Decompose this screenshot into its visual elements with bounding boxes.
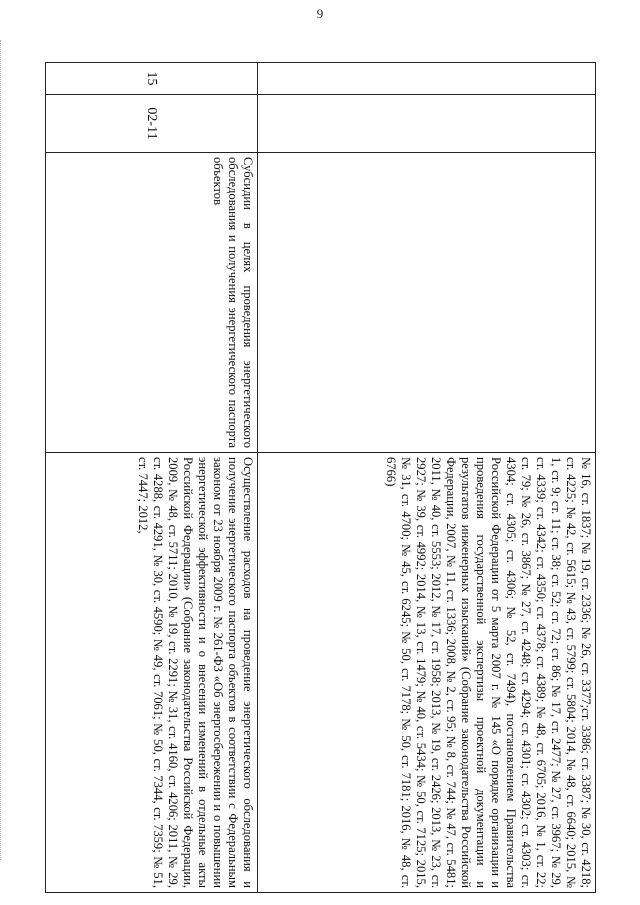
table-row-continuation xyxy=(258,63,596,893)
cell-code xyxy=(258,95,596,153)
scan-edge xyxy=(0,40,7,860)
basis-text: № 16, ст. 1837; № 19, ст. 2336; № 26, ст. 3377;ст. 3386; ст. 3387; № 30, ст. 4218; ст. 4225; № 42, ст. 5615; № 43, ст. 5799; ст. 5804; 2014, № 48, ст. 6640; 2015, № 1, ст. 9; ст. 11; ст. 38; ст. 52; ст. 72; ст. 86; № 17, ст. 2477; № 27, ст. 3967; № 29, ст. 4339; ст. 4342; ст. 4350; ст. 4378; ст. 4389; № 48, ст. 6705; 2016, № 1, ст. 22; ст. 79; № 26, ст. 3867; № 27, ст. 4248; ст. 4294; ст. 4301; ст. 4302; ст. 4303; ст. 4304; ст. 4305; ст. 4306; № 52, ст. 7494), постановлением Правительства Российской Федерации от 5 марта 2007 г. № 145 «О порядке организации и проведения государственной экспертизы проектной документации и результатов инженерных изысканий» (Собрание законодательства Российской Федерации, 2007, № 11, ст. 1336; 2008, № 2, ст. 95; № 8, ст. 744; № 47, ст. 5481; 2011, № 40, ст. 5553; 2012, № 17, ст. 1958; 2013, № 19, ст. 2426; 2013, № 23, ст. 2927; № 39, ст. 4992; 2014, № 13, ст. 1479; № 40, ст. 5434; № 50, ст. 7125; 2015, № 31, ст. 4700; № 45, ст. 6245; № 50, ст. 7178; № 50, ст. 7181; 2016, № 48, ст. 6766) xyxy=(384,457,593,888)
cell-code: 02-11 xyxy=(46,95,258,153)
cell-name xyxy=(46,153,258,453)
subsidy-name-text: Субсидии в целях проведения энергетического обследования и получения энергетического паспорта объектов xyxy=(211,157,255,448)
basis-text: Осуществление расходов на проведение энергетического обследования и получение энергетического паспорта объектов в соответствии с Федеральным законом от 23 ноября 2009 г. № 261-ФЗ «Об энергосбережении и о повышении энергетической эффективности и о внесении изменений в отдельные акты Российской Федерации» (Собрание законодательства Российской Федерации, 2009, № 48, ст. 5711; 2010, № 19, ст. 2291; № 31, ст. 4160, ст. 4206; 2011, № 29, ст. 4288, ст. 4291, № 30, ст. 4590; № 49, ст. 7061; № 50, ст. 7344, ст. 7359; № 51, ст. 7447; 2012, xyxy=(136,457,255,888)
rotated-table-container xyxy=(46,62,596,892)
subsidy-table xyxy=(45,62,596,893)
cell-basis xyxy=(258,453,596,893)
page-number: 9 xyxy=(316,6,324,21)
cell-name xyxy=(258,153,596,453)
cell-number xyxy=(258,63,596,95)
cell-basis xyxy=(46,453,258,893)
table-row-15 xyxy=(46,63,258,893)
cell-number: 15 xyxy=(46,63,258,95)
